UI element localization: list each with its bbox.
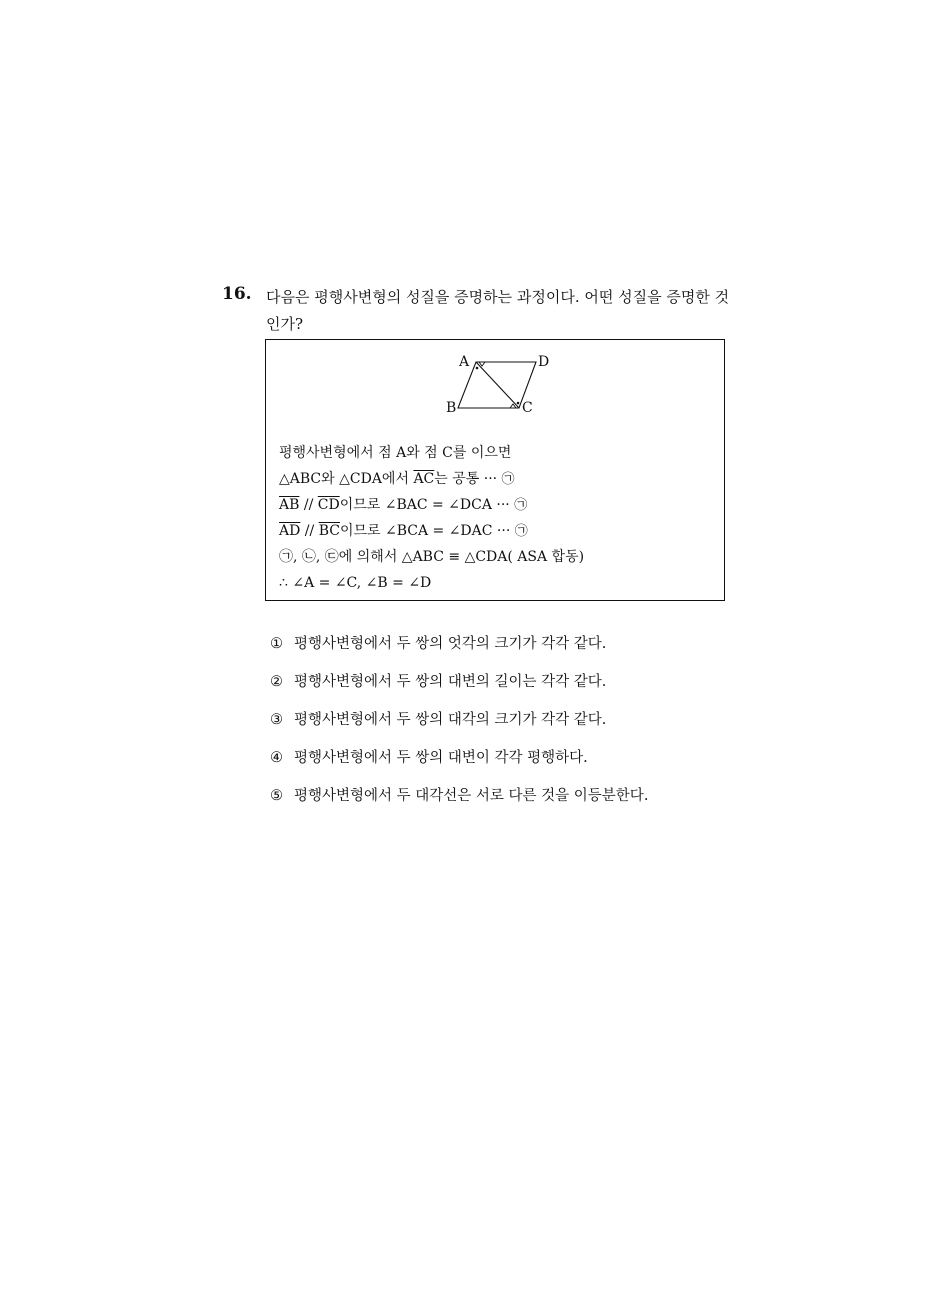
choice-1[interactable] — [270, 630, 730, 668]
choice-number: ④ — [270, 750, 283, 766]
proof-line-1: 평행사변형에서 점 A와 점 C를 이으면 — [279, 445, 512, 461]
segment-ad: $\overline{AD}$ — [279, 523, 301, 539]
answer-choices — [270, 630, 730, 820]
proof-line-5: ㉠, ㉡, ㉢에 의해서 △ABC ≡ △CDA( ASA 합동) — [279, 549, 585, 565]
label-c: C — [522, 400, 533, 416]
proof-line-3 — [279, 492, 719, 518]
proof-line-4 — [279, 518, 719, 544]
proof-line-6: ∴ ∠A = ∠C, ∠B = ∠D — [279, 575, 432, 591]
proof-line-2 — [279, 466, 719, 492]
segment-ac: $\overline{AC}$ — [413, 471, 435, 487]
proof-line-4-post: 이므로 ∠BCA = ∠DAC ··· — [339, 523, 511, 539]
choice-text: 평행사변형에서 두 쌍의 대각의 크기가 각각 같다. — [294, 712, 607, 728]
circled-mark: ㉠ — [501, 472, 515, 487]
angle-dot-c — [517, 402, 520, 405]
parallelogram-figure — [436, 348, 556, 424]
diagonal-ac — [476, 362, 519, 408]
choice-number: ② — [270, 674, 283, 690]
segment-cd: $\overline{CD}$ — [317, 497, 340, 513]
parallel-symbol: // — [299, 497, 318, 513]
label-b: B — [446, 400, 457, 416]
proof-box — [265, 339, 725, 601]
proof-line-2-pre: △ABC와 △CDA에서 — [279, 471, 414, 487]
choice-text: 평행사변형에서 두 쌍의 대변이 각각 평행하다. — [294, 750, 588, 766]
choice-text: 평행사변형에서 두 대각선은 서로 다른 것을 이등분한다. — [294, 788, 649, 804]
proof-line-3-post: 이므로 ∠BAC = ∠DCA ··· — [339, 497, 510, 513]
proof-lines — [279, 440, 719, 596]
choice-2[interactable] — [270, 668, 730, 706]
proof-line-2-post: 는 공통 ··· — [434, 471, 498, 487]
circled-mark: ㉠ — [514, 524, 528, 539]
segment-ab: $\overline{AB}$ — [279, 497, 300, 513]
choice-text: 평행사변형에서 두 쌍의 엇각의 크기가 각각 같다. — [294, 636, 607, 652]
question-text: 다음은 평행사변형의 성질을 증명하는 과정이다. 어떤 성질을 증명한 것인가? — [266, 288, 730, 333]
circled-mark: ㉠ — [514, 498, 528, 513]
choice-4[interactable] — [270, 744, 730, 782]
question-number: 16. — [222, 284, 252, 304]
choice-3[interactable] — [270, 706, 730, 744]
parallel-symbol: // — [300, 523, 319, 539]
choice-number: ① — [270, 636, 283, 652]
label-d: D — [538, 354, 550, 370]
choice-5[interactable] — [270, 782, 730, 820]
angle-dot-a — [476, 367, 479, 370]
choice-number: ⑤ — [270, 788, 283, 804]
label-a: A — [459, 354, 470, 370]
choice-number: ③ — [270, 712, 283, 728]
choice-text: 평행사변형에서 두 쌍의 대변의 길이는 각각 같다. — [294, 674, 607, 690]
segment-bc: $\overline{BC}$ — [318, 523, 340, 539]
